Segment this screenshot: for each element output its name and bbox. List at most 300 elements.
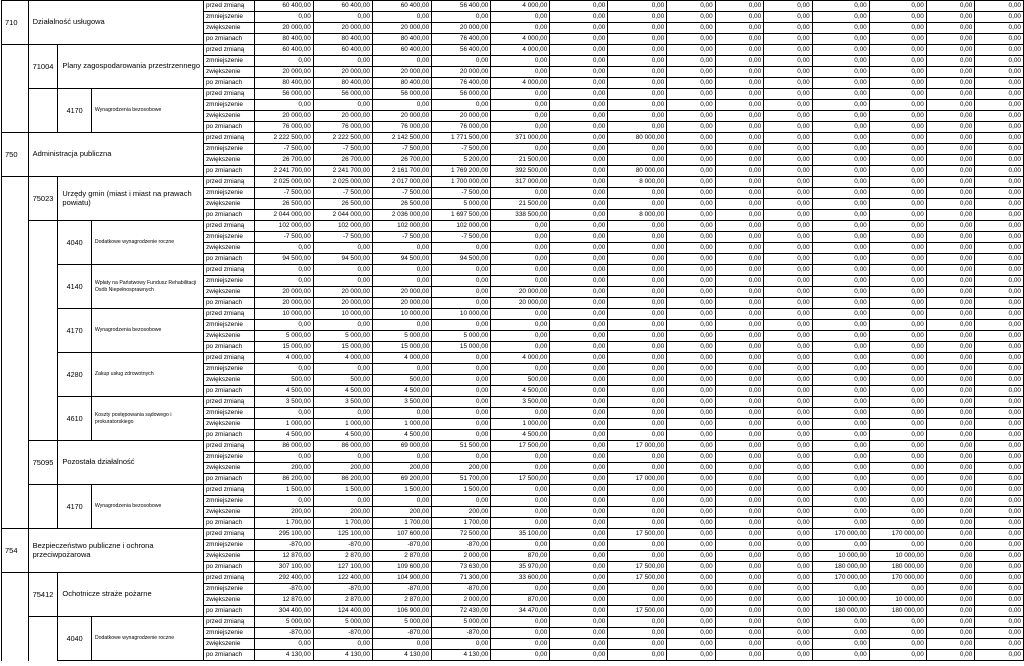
amount-cell: 0,00 — [975, 111, 1024, 122]
amount-cell: 0,00 — [869, 155, 926, 166]
amount-cell: 0,00 — [764, 496, 813, 507]
amount-cell: 76 000,00 — [313, 122, 372, 133]
amount-cell: 1 700,00 — [432, 518, 491, 529]
amount-cell: 0,00 — [715, 364, 764, 375]
amount-cell: 304 400,00 — [254, 606, 313, 617]
amount-cell: 0,00 — [550, 309, 608, 320]
amount-cell: 200,00 — [254, 463, 313, 474]
amount-cell: 0,00 — [869, 287, 926, 298]
amount-cell: 0,00 — [812, 375, 869, 386]
row-label: przed zmianą — [203, 573, 254, 584]
amount-cell: 20 000,00 — [254, 111, 313, 122]
amount-cell: 500,00 — [372, 375, 431, 386]
amount-cell: 0,00 — [869, 507, 926, 518]
amount-cell: 4 500,00 — [254, 430, 313, 441]
amount-cell: 1 697 500,00 — [432, 210, 491, 221]
paragraf-name: Wynagrodzenia bezosobowe — [91, 309, 203, 353]
amount-cell: 0,00 — [432, 375, 491, 386]
amount-cell: 5 000,00 — [254, 617, 313, 628]
amount-cell: 0,00 — [869, 463, 926, 474]
amount-cell: 0,00 — [926, 463, 975, 474]
amount-cell: 0,00 — [764, 45, 813, 56]
amount-cell: 0,00 — [926, 639, 975, 650]
amount-cell: 0,00 — [975, 265, 1024, 276]
amount-cell: 0,00 — [975, 595, 1024, 606]
amount-cell: 0,00 — [608, 463, 667, 474]
amount-cell: 0,00 — [550, 562, 608, 573]
amount-cell: 0,00 — [812, 166, 869, 177]
amount-cell: 0,00 — [550, 628, 608, 639]
amount-cell: 0,00 — [254, 639, 313, 650]
amount-cell: 56 400,00 — [432, 45, 491, 56]
amount-cell: 1 700,00 — [372, 518, 431, 529]
table-row — [2, 45, 1024, 56]
amount-cell: 0,00 — [975, 650, 1024, 661]
amount-cell: 0,00 — [667, 562, 716, 573]
paragraf-code: 4280 — [58, 353, 91, 397]
amount-cell: 0,00 — [608, 243, 667, 254]
amount-cell: 0,00 — [491, 67, 550, 78]
amount-cell: 0,00 — [869, 23, 926, 34]
amount-cell: 4 500,00 — [254, 386, 313, 397]
amount-cell: 0,00 — [812, 100, 869, 111]
amount-cell: -870,00 — [254, 628, 313, 639]
amount-cell: 0,00 — [975, 364, 1024, 375]
amount-cell: 295 100,00 — [254, 529, 313, 540]
amount-cell: 0,00 — [975, 254, 1024, 265]
amount-cell: 20 000,00 — [372, 111, 431, 122]
amount-cell: 0,00 — [869, 199, 926, 210]
amount-cell: 2 017 000,00 — [372, 177, 431, 188]
amount-cell: 0,00 — [764, 56, 813, 67]
amount-cell: 0,00 — [372, 243, 431, 254]
row-label: zwiększenie — [203, 111, 254, 122]
amount-cell: 0,00 — [608, 551, 667, 562]
row-label: przed zmianą — [203, 617, 254, 628]
amount-cell: 0,00 — [667, 540, 716, 551]
amount-cell: 17 000,00 — [608, 441, 667, 452]
amount-cell: 0,00 — [926, 518, 975, 529]
amount-cell: 2 036 000,00 — [372, 210, 431, 221]
amount-cell: 0,00 — [926, 573, 975, 584]
amount-cell: 0,00 — [715, 1, 764, 12]
amount-cell: 0,00 — [254, 265, 313, 276]
amount-cell: 0,00 — [550, 254, 608, 265]
amount-cell: 0,00 — [608, 111, 667, 122]
amount-cell: 0,00 — [667, 650, 716, 661]
paragraf-code: 4040 — [58, 221, 91, 265]
amount-cell: 200,00 — [313, 507, 372, 518]
amount-cell: 2 241 700,00 — [313, 166, 372, 177]
amount-cell: 0,00 — [491, 507, 550, 518]
row-label: przed zmianą — [203, 441, 254, 452]
amount-cell: 0,00 — [608, 23, 667, 34]
amount-cell: 0,00 — [926, 628, 975, 639]
amount-cell: 0,00 — [667, 243, 716, 254]
amount-cell: 0,00 — [926, 265, 975, 276]
amount-cell: 0,00 — [491, 232, 550, 243]
amount-cell: 0,00 — [550, 441, 608, 452]
row-label: zwiększenie — [203, 551, 254, 562]
amount-cell: 0,00 — [491, 111, 550, 122]
amount-cell: 122 400,00 — [313, 573, 372, 584]
amount-cell: 20 000,00 — [313, 67, 372, 78]
amount-cell: 0,00 — [608, 430, 667, 441]
amount-cell: 2 000,00 — [432, 595, 491, 606]
amount-cell: 0,00 — [764, 34, 813, 45]
amount-cell: 870,00 — [491, 595, 550, 606]
amount-cell: 0,00 — [608, 221, 667, 232]
row-label: zmniejszenie — [203, 100, 254, 111]
amount-cell: 3 500,00 — [254, 397, 313, 408]
amount-cell: 0,00 — [715, 331, 764, 342]
amount-cell: 4 000,00 — [491, 34, 550, 45]
amount-cell: 104 900,00 — [372, 573, 431, 584]
amount-cell: 0,00 — [608, 452, 667, 463]
amount-cell: 0,00 — [550, 243, 608, 254]
amount-cell: 0,00 — [608, 1, 667, 12]
amount-cell: 0,00 — [715, 287, 764, 298]
amount-cell: 1 771 500,00 — [432, 133, 491, 144]
amount-cell: 0,00 — [869, 518, 926, 529]
amount-cell: 0,00 — [764, 100, 813, 111]
row-label: zwiększenie — [203, 639, 254, 650]
amount-cell: 0,00 — [608, 485, 667, 496]
amount-cell: 1 000,00 — [372, 419, 431, 430]
amount-cell: 2 044 000,00 — [313, 210, 372, 221]
amount-cell: 60 400,00 — [372, 1, 431, 12]
amount-cell: 0,00 — [667, 166, 716, 177]
amount-cell: 0,00 — [432, 430, 491, 441]
amount-cell: 0,00 — [550, 353, 608, 364]
amount-cell: 170 000,00 — [869, 573, 926, 584]
amount-cell: 0,00 — [869, 320, 926, 331]
row-label: zmniejszenie — [203, 540, 254, 551]
amount-cell: 0,00 — [869, 386, 926, 397]
amount-cell: 0,00 — [975, 386, 1024, 397]
amount-cell: 0,00 — [926, 144, 975, 155]
amount-cell: 86 200,00 — [313, 474, 372, 485]
amount-cell: 76 400,00 — [432, 34, 491, 45]
amount-cell: 0,00 — [313, 364, 372, 375]
amount-cell: 0,00 — [764, 309, 813, 320]
amount-cell: 5 000,00 — [432, 331, 491, 342]
amount-cell: -7 500,00 — [254, 144, 313, 155]
amount-cell: 94 500,00 — [254, 254, 313, 265]
amount-cell: 0,00 — [926, 1, 975, 12]
amount-cell: 0,00 — [715, 474, 764, 485]
paragraf-code: 4170 — [58, 485, 91, 529]
amount-cell: 56 000,00 — [432, 89, 491, 100]
amount-cell: 0,00 — [608, 342, 667, 353]
amount-cell: 0,00 — [764, 485, 813, 496]
amount-cell: 0,00 — [812, 210, 869, 221]
amount-cell: 0,00 — [764, 551, 813, 562]
amount-cell: 4 000,00 — [313, 353, 372, 364]
amount-cell: 86 000,00 — [313, 441, 372, 452]
amount-cell: 0,00 — [667, 408, 716, 419]
amount-cell: 0,00 — [313, 639, 372, 650]
amount-cell: 5 000,00 — [372, 617, 431, 628]
amount-cell: 26 500,00 — [372, 199, 431, 210]
amount-cell: 0,00 — [715, 265, 764, 276]
amount-cell: 0,00 — [372, 265, 431, 276]
amount-cell: 86 200,00 — [254, 474, 313, 485]
amount-cell: 0,00 — [869, 408, 926, 419]
amount-cell: 5 000,00 — [432, 199, 491, 210]
amount-cell: 0,00 — [975, 529, 1024, 540]
row-label: zwiększenie — [203, 463, 254, 474]
amount-cell: 0,00 — [491, 496, 550, 507]
amount-cell: 0,00 — [715, 485, 764, 496]
amount-cell: 0,00 — [975, 45, 1024, 56]
amount-cell: 0,00 — [608, 34, 667, 45]
amount-cell: 0,00 — [869, 232, 926, 243]
amount-cell: 0,00 — [764, 529, 813, 540]
amount-cell: 0,00 — [432, 320, 491, 331]
amount-cell: 4 500,00 — [372, 430, 431, 441]
amount-cell: 0,00 — [550, 463, 608, 474]
amount-cell: 0,00 — [715, 606, 764, 617]
amount-cell: 0,00 — [869, 67, 926, 78]
amount-cell: 10 000,00 — [812, 595, 869, 606]
amount-cell: 0,00 — [975, 144, 1024, 155]
amount-cell: 0,00 — [926, 56, 975, 67]
indent-cell — [28, 309, 58, 353]
amount-cell: 106 900,00 — [372, 606, 431, 617]
amount-cell: 0,00 — [812, 628, 869, 639]
amount-cell: 20 000,00 — [372, 287, 431, 298]
amount-cell: 0,00 — [550, 232, 608, 243]
amount-cell: 170 000,00 — [812, 573, 869, 584]
amount-cell: 0,00 — [550, 166, 608, 177]
amount-cell: 0,00 — [667, 529, 716, 540]
row-label: zmniejszenie — [203, 452, 254, 463]
amount-cell: 0,00 — [667, 551, 716, 562]
amount-cell: 0,00 — [667, 375, 716, 386]
row-label: zmniejszenie — [203, 12, 254, 23]
amount-cell: 0,00 — [764, 397, 813, 408]
amount-cell: 0,00 — [667, 155, 716, 166]
amount-cell: 0,00 — [491, 518, 550, 529]
amount-cell: 2 025 000,00 — [313, 177, 372, 188]
amount-cell: 0,00 — [550, 221, 608, 232]
amount-cell: 0,00 — [926, 650, 975, 661]
indent-cell — [2, 265, 29, 309]
amount-cell: 0,00 — [667, 199, 716, 210]
amount-cell: 0,00 — [550, 155, 608, 166]
amount-cell: 0,00 — [667, 507, 716, 518]
amount-cell: 0,00 — [715, 67, 764, 78]
amount-cell: 500,00 — [491, 375, 550, 386]
amount-cell: 0,00 — [254, 408, 313, 419]
amount-cell: 200,00 — [372, 463, 431, 474]
amount-cell: 21 500,00 — [491, 155, 550, 166]
amount-cell: 0,00 — [812, 518, 869, 529]
amount-cell: 0,00 — [812, 199, 869, 210]
amount-cell: 0,00 — [608, 199, 667, 210]
amount-cell: 0,00 — [491, 342, 550, 353]
paragraf-code: 4170 — [58, 309, 91, 353]
amount-cell: 72 500,00 — [432, 529, 491, 540]
amount-cell: 0,00 — [715, 463, 764, 474]
amount-cell: 0,00 — [313, 452, 372, 463]
amount-cell: 69 000,00 — [372, 441, 431, 452]
amount-cell: 0,00 — [491, 452, 550, 463]
amount-cell: 0,00 — [550, 551, 608, 562]
amount-cell: 2 025 000,00 — [254, 177, 313, 188]
indent-cell — [2, 397, 29, 441]
indent-cell — [28, 397, 58, 441]
row-label: zwiększenie — [203, 507, 254, 518]
amount-cell: 73 630,00 — [432, 562, 491, 573]
table-row — [2, 617, 1024, 628]
amount-cell: 12 870,00 — [254, 551, 313, 562]
amount-cell: 0,00 — [667, 144, 716, 155]
amount-cell: 0,00 — [608, 496, 667, 507]
indent-cell — [2, 89, 29, 133]
amount-cell: 26 700,00 — [372, 155, 431, 166]
amount-cell: 0,00 — [926, 188, 975, 199]
amount-cell: -7 500,00 — [432, 188, 491, 199]
amount-cell: 0,00 — [432, 56, 491, 67]
amount-cell: 0,00 — [926, 166, 975, 177]
amount-cell: 0,00 — [715, 452, 764, 463]
amount-cell: 4 130,00 — [432, 650, 491, 661]
amount-cell: -870,00 — [254, 540, 313, 551]
amount-cell: 0,00 — [715, 221, 764, 232]
amount-cell: 0,00 — [975, 496, 1024, 507]
dzial-code: 754 — [2, 529, 29, 573]
amount-cell: 0,00 — [926, 485, 975, 496]
amount-cell: 0,00 — [812, 298, 869, 309]
amount-cell: 500,00 — [254, 375, 313, 386]
amount-cell: 0,00 — [764, 122, 813, 133]
amount-cell: 26 500,00 — [254, 199, 313, 210]
amount-cell: 0,00 — [608, 419, 667, 430]
amount-cell: 0,00 — [372, 364, 431, 375]
table-row — [2, 309, 1024, 320]
amount-cell: 0,00 — [491, 408, 550, 419]
amount-cell: 0,00 — [550, 89, 608, 100]
amount-cell: 0,00 — [372, 496, 431, 507]
amount-cell: 20 000,00 — [254, 67, 313, 78]
row-label: zwiększenie — [203, 595, 254, 606]
amount-cell: 0,00 — [926, 276, 975, 287]
amount-cell: 0,00 — [372, 408, 431, 419]
amount-cell: 33 600,00 — [491, 573, 550, 584]
amount-cell: 0,00 — [608, 540, 667, 551]
amount-cell: 0,00 — [667, 386, 716, 397]
amount-cell: 0,00 — [812, 89, 869, 100]
row-label: po zmianach — [203, 166, 254, 177]
amount-cell: 0,00 — [869, 496, 926, 507]
amount-cell: 0,00 — [608, 331, 667, 342]
amount-cell: 0,00 — [550, 144, 608, 155]
amount-cell: 200,00 — [432, 463, 491, 474]
amount-cell: 0,00 — [550, 45, 608, 56]
amount-cell: 0,00 — [608, 397, 667, 408]
amount-cell: 200,00 — [254, 507, 313, 518]
amount-cell: 0,00 — [715, 419, 764, 430]
amount-cell: 0,00 — [491, 320, 550, 331]
amount-cell: 0,00 — [926, 89, 975, 100]
amount-cell: 0,00 — [715, 12, 764, 23]
amount-cell: 0,00 — [975, 606, 1024, 617]
table-row — [2, 133, 1024, 144]
amount-cell: 0,00 — [550, 298, 608, 309]
amount-cell: 80 400,00 — [254, 34, 313, 45]
amount-cell: 8 000,00 — [608, 177, 667, 188]
amount-cell: 0,00 — [550, 78, 608, 89]
amount-cell: 0,00 — [975, 56, 1024, 67]
amount-cell: 0,00 — [608, 188, 667, 199]
amount-cell: -7 500,00 — [313, 232, 372, 243]
amount-cell: 0,00 — [667, 287, 716, 298]
dzial-name: Administracja publiczna — [28, 133, 203, 177]
amount-cell: 0,00 — [975, 34, 1024, 45]
row-label: przed zmianą — [203, 353, 254, 364]
amount-cell: 0,00 — [667, 56, 716, 67]
amount-cell: 0,00 — [812, 23, 869, 34]
amount-cell: 0,00 — [926, 23, 975, 34]
amount-cell: 0,00 — [608, 639, 667, 650]
amount-cell: 0,00 — [715, 386, 764, 397]
amount-cell: 0,00 — [667, 320, 716, 331]
amount-cell: 26 700,00 — [313, 155, 372, 166]
amount-cell: 0,00 — [667, 584, 716, 595]
amount-cell: 0,00 — [491, 243, 550, 254]
row-label: zmniejszenie — [203, 584, 254, 595]
amount-cell: 0,00 — [812, 34, 869, 45]
row-label: po zmianach — [203, 562, 254, 573]
amount-cell: 0,00 — [926, 540, 975, 551]
amount-cell: 0,00 — [926, 111, 975, 122]
amount-cell: 0,00 — [667, 617, 716, 628]
amount-cell: 15 000,00 — [432, 342, 491, 353]
amount-cell: 0,00 — [975, 617, 1024, 628]
amount-cell: 2 870,00 — [372, 551, 431, 562]
amount-cell: 0,00 — [975, 1, 1024, 12]
amount-cell: 0,00 — [550, 287, 608, 298]
amount-cell: 180 000,00 — [812, 562, 869, 573]
amount-cell: 0,00 — [667, 463, 716, 474]
amount-cell: 20 000,00 — [372, 23, 431, 34]
amount-cell: 0,00 — [869, 397, 926, 408]
amount-cell: 102 000,00 — [372, 221, 431, 232]
amount-cell: 180 000,00 — [812, 606, 869, 617]
row-label: przed zmianą — [203, 397, 254, 408]
amount-cell: 0,00 — [667, 606, 716, 617]
amount-cell: 102 000,00 — [254, 221, 313, 232]
indent-cell — [28, 617, 58, 661]
amount-cell: 0,00 — [432, 287, 491, 298]
amount-cell: 0,00 — [372, 320, 431, 331]
amount-cell: 0,00 — [812, 430, 869, 441]
amount-cell: 10 000,00 — [372, 309, 431, 320]
amount-cell: 0,00 — [812, 408, 869, 419]
amount-cell: 20 000,00 — [432, 23, 491, 34]
amount-cell: 0,00 — [869, 540, 926, 551]
amount-cell: 0,00 — [715, 45, 764, 56]
amount-cell: 0,00 — [667, 254, 716, 265]
amount-cell: 0,00 — [550, 34, 608, 45]
amount-cell: 56 400,00 — [432, 1, 491, 12]
amount-cell: 0,00 — [926, 243, 975, 254]
amount-cell: 0,00 — [764, 89, 813, 100]
amount-cell: 0,00 — [608, 89, 667, 100]
amount-cell: 0,00 — [764, 595, 813, 606]
